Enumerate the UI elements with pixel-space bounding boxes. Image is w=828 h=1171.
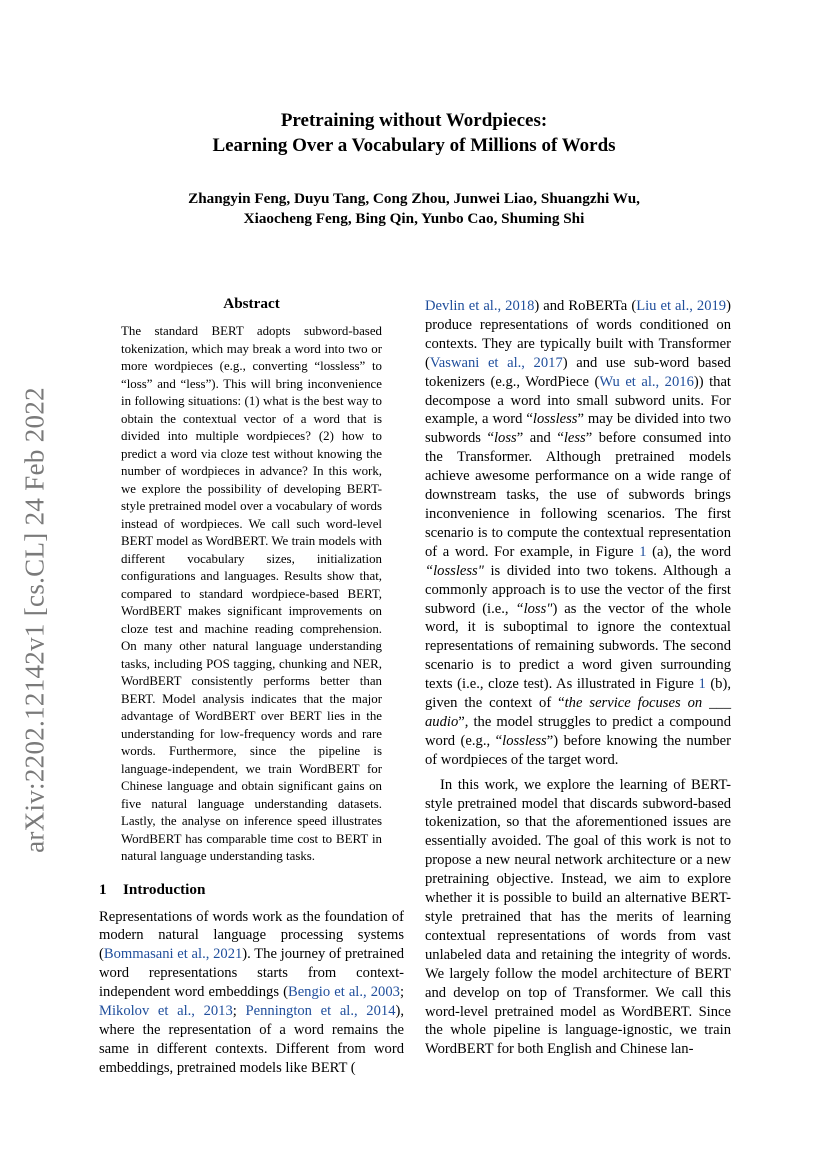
intro-paragraph-1 xyxy=(99,908,404,1078)
title-line-2: Learning Over a Vocabulary of Millions of Words xyxy=(212,135,616,156)
figure-reference-link[interactable]: 1 xyxy=(698,676,706,693)
emphasis: the service focuses on ___ audio xyxy=(425,695,731,730)
abstract-text: The standard BERT adopts subword-based tokenization, which may break a word into two or more wordpieces (e.g., converting “lossless” to “loss” and “less”). This will bring inconvenience in following situations: (1) what is the best way to obtain the contextual vector of a word that is divided into multiple wordpieces? (2) how to predict a word via cloze test without knowing the number of wordpieces in advance? In this work, we explore the possibility of developing BERT-style pretrained model over a vocabulary of words instead of wordpieces. We call such word-level BERT model as WordBERT. We train models with different vocabulary sizes, initialization configurations and languages. Results show that, compared to standard wordpiece-based BERT, WordBERT makes significant improvements on cloze test and machine reading comprehension. On many other natural language understanding tasks, including POS tagging, chunking and NER, WordBERT consistently performs better than BERT. Model analysis indicates that the major advantage of WordBERT over BERT lies in the understanding for low-frequency words and rare words. Furthermore, since the pipeline is language-independent, we train WordBERT for Chinese language and obtain significant gains on five natural language understanding datasets. Lastly, the analyse on inference speed illustrates WordBERT has comparable time cost to BERT in natural language understanding tasks. xyxy=(121,324,382,863)
text-run: ) as the vector of the whole word, it is suboptimal to ignore the contextual representations of remaining subwords. The second scenario is to predict a word given surrounding texts (i.e., cloze test). As illustrated in Figure xyxy=(425,600,731,693)
text-run: ; xyxy=(399,984,404,1001)
paper-title xyxy=(0,108,828,158)
text-run: ) and use sub-word based tokenizers (e.g., WordPiece ( xyxy=(425,354,731,390)
text-run: ). The journey of pretrained word representations starts from context-independent word embeddings ( xyxy=(99,946,404,1001)
figure-reference-link[interactable]: 1 xyxy=(639,543,647,560)
emphasis: lossless xyxy=(532,411,578,428)
text-run: Representations of words work as the foundation of modern natural language processing systems ( xyxy=(99,908,404,963)
text-run: ” may be divided into two subwords “ xyxy=(425,411,731,447)
text-run: ”) before knowing the number of wordpieces of the target word. xyxy=(425,732,731,768)
text-run: ”, the model struggles to predict a compound word (e.g., “ xyxy=(425,713,731,749)
emphasis: lossless xyxy=(502,732,547,749)
arxiv-identifier: arXiv:2202.12142v1 [cs.CL] 24 Feb 2022 xyxy=(19,387,50,853)
title-line-1: Pretraining without Wordpieces: xyxy=(280,110,548,131)
text-run: ), where the representation of a word remains the same in different contexts. Different from word embeddings, pretrained models like BERT ( xyxy=(99,1003,405,1076)
text-run: ; xyxy=(232,1003,246,1020)
text-run: ) produce representations of words conditioned on contexts. They are typically built with Transformer ( xyxy=(425,298,731,371)
citation-link[interactable]: Bommasani et al., 2021 xyxy=(103,946,243,963)
authors-line-1: Zhangyin Feng, Duyu Tang, Cong Zhou, Junwei Liao, Shuangzhi Wu, xyxy=(188,190,640,207)
text-run: ” and “ xyxy=(516,430,564,447)
text-run: (b), given the context of “ xyxy=(425,676,731,712)
intro-paragraph-1-continued xyxy=(425,297,731,770)
citation-link[interactable]: Liu et al., 2019 xyxy=(636,298,727,314)
citation-link[interactable]: Vaswani et al., 2017 xyxy=(429,354,563,371)
emphasis: loss xyxy=(493,430,517,447)
text-run: is divided into two tokens. Although a commonly approach is to use the vector of the first subword (i.e., xyxy=(425,562,731,617)
text-run: ” before consumed into the Transformer. Although pretrained models achieve awesome performance on a wide range of downstream tasks, the use of subwords brings inconvenience in following scenarios. The first scenario is to compute the contextual representation of a word. For example, in Figure xyxy=(425,430,731,560)
text-run: ) and RoBERTa ( xyxy=(534,298,637,314)
arxiv-sidebar xyxy=(20,365,50,875)
abstract-heading: Abstract xyxy=(223,295,280,312)
section-heading-introduction xyxy=(99,880,404,900)
authors-line-2: Xiaocheng Feng, Bing Qin, Yunbo Cao, Shuming Shi xyxy=(243,210,585,227)
citation-link[interactable]: Wu et al., 2016 xyxy=(599,373,694,390)
right-column xyxy=(425,297,731,1059)
section-number: 1 xyxy=(99,880,107,898)
citation-link[interactable]: Bengio et al., 2003 xyxy=(287,984,400,1001)
citation-link[interactable]: Pennington et al., 2014 xyxy=(245,1003,396,1020)
text-run: )) that decompose a word into small subword units. For example, a word “ xyxy=(425,373,731,428)
emphasis: “loss" xyxy=(515,600,553,617)
emphasis: less xyxy=(563,430,586,447)
author-list xyxy=(0,189,828,229)
left-column xyxy=(99,294,404,1078)
intro-paragraph-2: In this work, we explore the learning of BERT-style pretrained model that discards subword-based tokenization, so that the aforementioned issues are essentially avoided. The goal of this work is not to propose a new neural network architecture or a new pretraining objective. Instead, we aim to explore whether it is possible to build an alternative BERT-style pretrained that has the merits of learning contextual representations of words from vast unlabeled data and retaining the integrity of words. We largely follow the model architecture of BERT and develop on top of Transformer. We call this word-level pretrained model as WordBERT. Since the whole pipeline is language-ignostic, we train WordBERT for both English and Chinese lan- xyxy=(425,776,731,1058)
text-run: (a), the word xyxy=(646,543,731,560)
section-title: Introduction xyxy=(123,880,206,898)
emphasis: “lossless" xyxy=(425,562,484,579)
citation-link[interactable]: Devlin et al., 2018 xyxy=(425,298,535,314)
citation-link[interactable]: Mikolov et al., 2013 xyxy=(99,1003,233,1020)
